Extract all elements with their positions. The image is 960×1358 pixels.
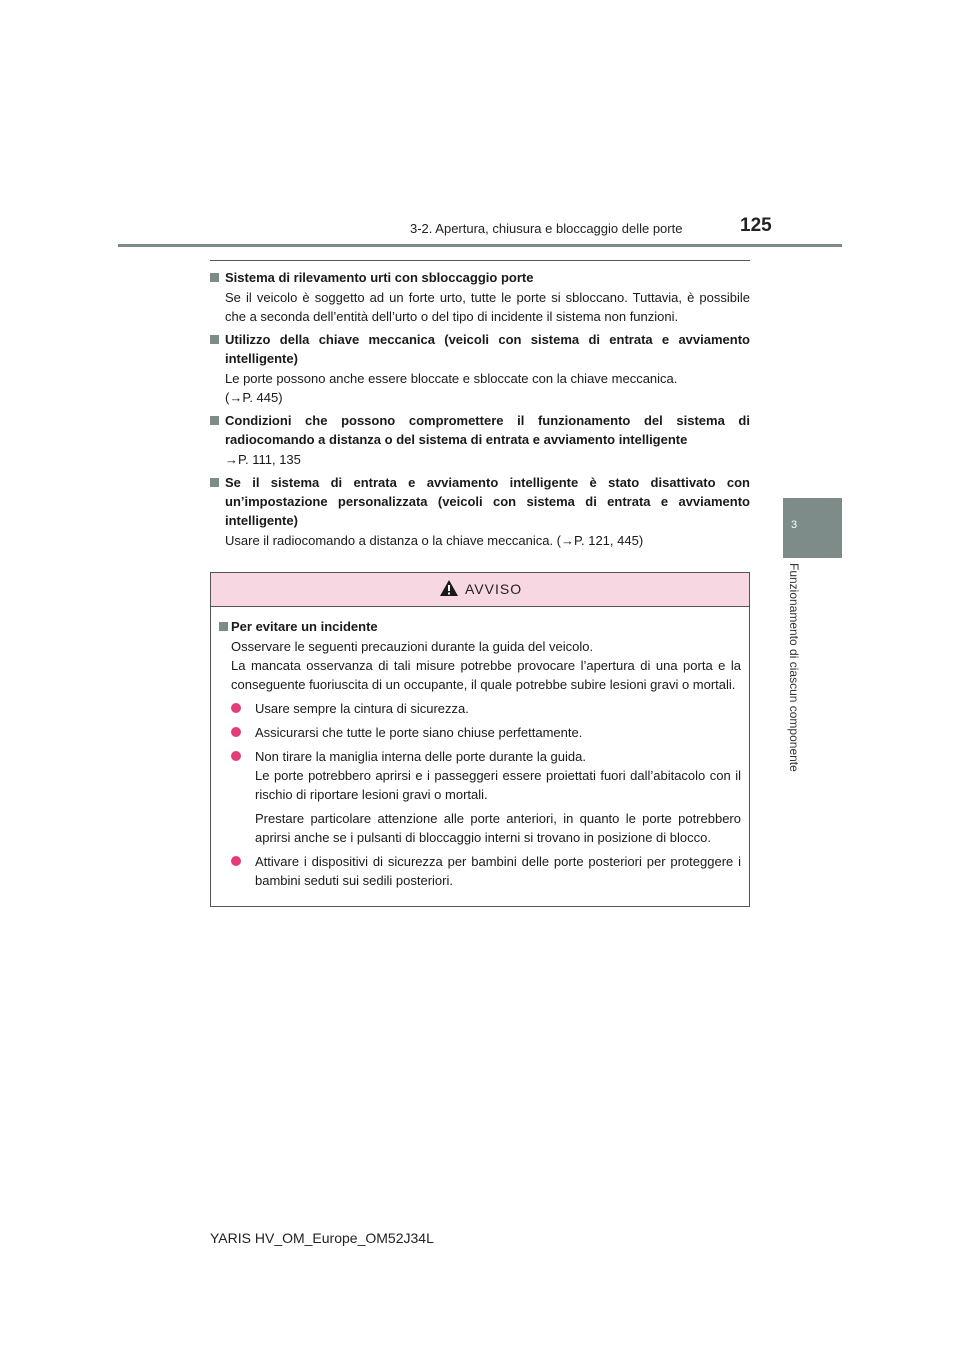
square-bullet-icon bbox=[210, 273, 219, 282]
page-reference[interactable]: (→P. 445) bbox=[225, 390, 283, 405]
page-reference[interactable]: →P. 111, 135 bbox=[225, 452, 301, 467]
item-body: Le porte possono anche essere bloccate e sbloccate con la chiave meccanica. (→P. 445) bbox=[210, 369, 750, 407]
bullet-dot-icon bbox=[231, 856, 241, 866]
item-title: Se il sistema di entrata e avviamento intelligente è stato disattivato con un’impostazione personalizzata (veicoli con sistema di entrata e avviamento intelligente) bbox=[210, 473, 750, 530]
warning-subtitle: Per evitare un incidente bbox=[219, 617, 741, 636]
page-number: 125 bbox=[740, 215, 772, 236]
bullet-dot-icon bbox=[231, 727, 241, 737]
square-bullet-icon bbox=[210, 335, 219, 344]
header-rule bbox=[118, 244, 842, 247]
square-bullet-icon bbox=[210, 416, 219, 425]
main-content bbox=[210, 268, 750, 554]
warning-box bbox=[210, 572, 750, 907]
list-item bbox=[210, 268, 750, 326]
item-title: Sistema di rilevamento urti con sbloccaggio porte bbox=[210, 268, 750, 287]
warning-bullet: Non tirare la maniglia interna delle porte durante la guida. Le porte potrebbero aprirsi e i passeggeri essere proiettati fuori dall’abitacolo con il rischio di riportare lesioni gravi o mortali. Prestare particolare attenzione alle porte anteriori, in quanto le porte potrebbero aprirsi anche se i pulsanti di bloccaggio interni si trovano in posizione di blocco. bbox=[231, 747, 741, 847]
bullet-dot-icon bbox=[231, 703, 241, 713]
square-bullet-icon bbox=[210, 478, 219, 487]
item-body: Se il veicolo è soggetto ad un forte urto, tutte le porte si sbloccano. Tuttavia, è possibile che a seconda dell’entità dell’urto o del tipo di incidente il sistema non funzioni. bbox=[225, 290, 750, 324]
list-item bbox=[210, 330, 750, 407]
warning-body bbox=[211, 607, 749, 890]
content-divider bbox=[210, 260, 750, 261]
item-title: Utilizzo della chiave meccanica (veicoli con sistema di entrata e avviamento intelligente) bbox=[210, 330, 750, 368]
section-header: 3-2. Apertura, chiusura e bloccaggio delle porte bbox=[410, 221, 683, 236]
document-footer: YARIS HV_OM_Europe_OM52J34L bbox=[210, 1230, 434, 1246]
warning-title: AVVISO bbox=[465, 581, 523, 597]
chapter-label: Funzionamento di ciascun componente bbox=[787, 563, 801, 772]
warning-intro: Osservare le seguenti precauzioni durante la guida del veicolo. La mancata osservanza di tali misure potrebbe provocare l’apertura di una porta e la conseguente fuoriuscita di un occupante, il quale potrebbe subire lesioni gravi o mortali. bbox=[231, 639, 741, 692]
chapter-label-wrap bbox=[783, 563, 807, 793]
item-body bbox=[210, 450, 750, 469]
list-item bbox=[210, 473, 750, 550]
warning-bullet: Usare sempre la cintura di sicurezza. bbox=[231, 699, 741, 718]
warning-header bbox=[211, 573, 749, 607]
item-title: Condizioni che possono compromettere il funzionamento del sistema di radiocomando a distanza o del sistema di entrata e avviamento intelligente bbox=[210, 411, 750, 449]
chapter-number: 3 bbox=[791, 519, 798, 531]
chapter-tab bbox=[783, 498, 842, 558]
warning-triangle-icon bbox=[439, 579, 459, 597]
list-item bbox=[210, 411, 750, 469]
warning-bullet: Assicurarsi che tutte le porte siano chiuse perfettamente. bbox=[231, 723, 741, 742]
warning-bullet: Attivare i dispositivi di sicurezza per bambini delle porte posteriori per proteggere i bambini seduti sui sedili posteriori. bbox=[231, 852, 741, 890]
square-bullet-icon bbox=[219, 622, 228, 631]
item-body: Usare il radiocomando a distanza o la chiave meccanica. (→P. 121, 445) bbox=[225, 533, 644, 548]
bullet-dot-icon bbox=[231, 751, 241, 761]
